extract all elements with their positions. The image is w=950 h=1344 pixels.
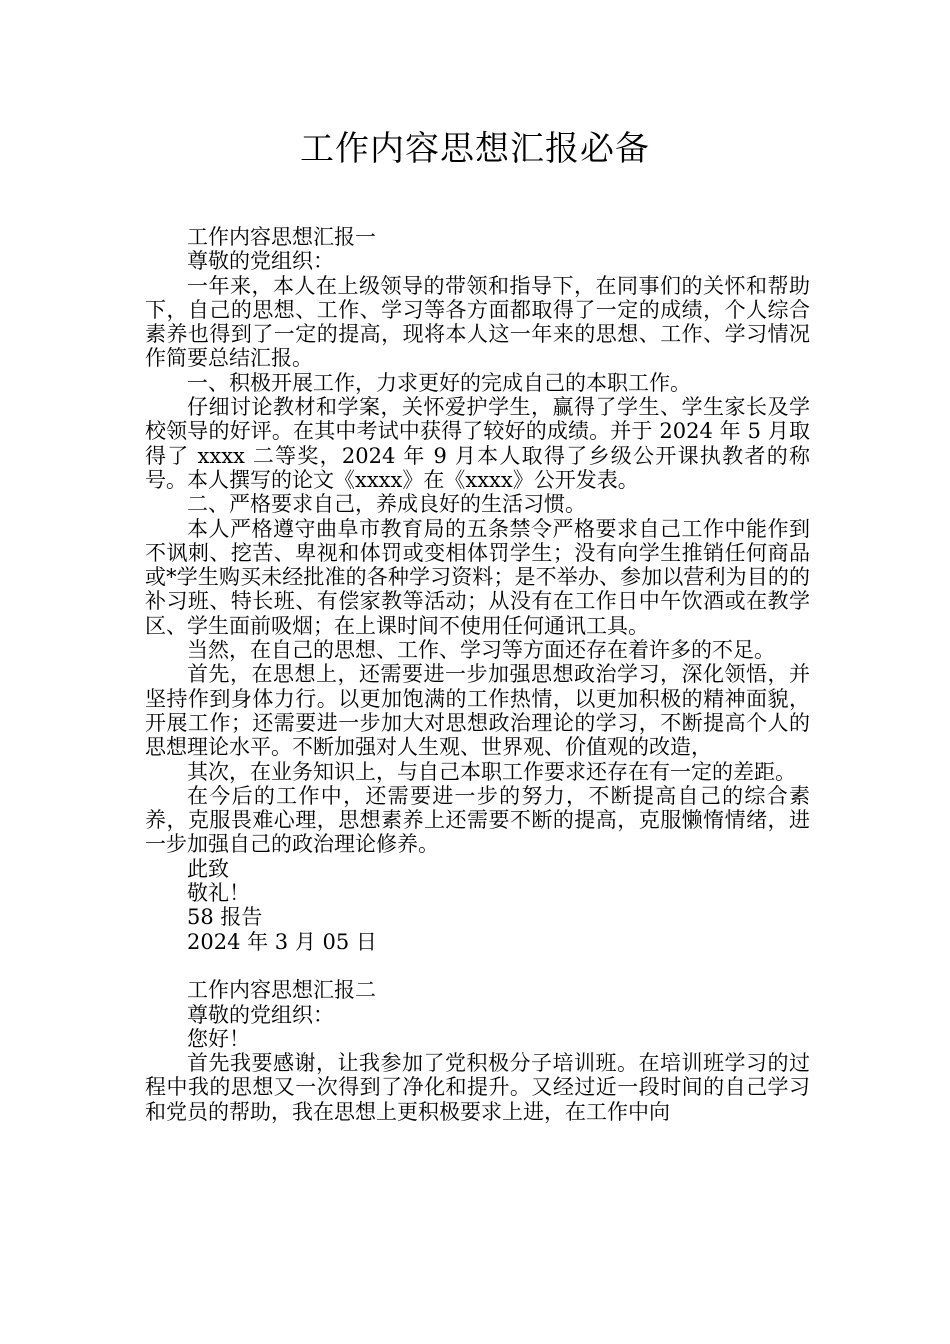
section-heading: 一、积极开展工作，力求更好的完成自己的本职工作。 — [187, 370, 691, 395]
document-body — [145, 225, 810, 1124]
closing-regards: 敬礼！ — [187, 881, 250, 906]
closing: 此致 — [187, 856, 229, 881]
section-heading: 二、严格要求自己，养成良好的生活习惯。 — [187, 492, 586, 517]
report-one-heading: 工作内容思想汇报一 — [187, 225, 376, 249]
report-two-heading: 工作内容思想汇报二 — [187, 978, 376, 1003]
paragraph: 其次，在业务知识上，与自己本职工作要求还存在有一定的差距。 — [187, 759, 796, 784]
paragraph: 本人严格遵守曲阜市教育局的五条禁令严格要求自己工作中能作到不讽刺、挖苦、卑视和体罚或变相体罚学生；没有向学生推销任何商品或*学生购买未经批准的各种学习资料；是不举办、参加以营利为目的的补习班、特长班、有偿家教等活动；从没有在工作日中午饮酒或在教学区、学生面前吸烟；在上课时间不使用任何通讯工具。 — [145, 516, 810, 638]
signature: 58 报告 — [187, 905, 263, 930]
greeting: 您好！ — [187, 1026, 250, 1051]
paragraph: 一年来，本人在上级领导的带领和指导下，在同事们的关怀和帮助下，自己的思想、工作、学习等各方面都取得了一定的成绩，个人综合素养也得到了一定的提高，现将本人这一年来的思想、工作、学习情况作简要总结汇报。 — [145, 273, 810, 371]
paragraph: 当然，在自己的思想、工作、学习等方面还存在着许多的不足。 — [187, 638, 775, 663]
paragraph: 首先，在思想上，还需要进一步加强思想政治学习，深化领悟，并坚持作到身体力行。以更加饱满的工作热情，以更加积极的精神面貌，开展工作；还需要进一步加大对思想政治理论的学习，不断提高个人的思想理论水平。不断加强对人生观、世界观、价值观的改造， — [145, 662, 810, 760]
salutation: 尊敬的党组织： — [187, 249, 334, 274]
date: 2024 年 3 月 05 日 — [187, 929, 377, 954]
paragraph: 仔细讨论教材和学案，关怀爱护学生，赢得了学生、学生家长及学校领导的好评。在其中考试中获得了较好的成绩。并于 2024 年 5 月取得了 xxxx 二等奖，2024 年 9 月本人取得了乡级公开课执教者的称号。本人撰写的论文《xxxx》在《xxxx》公开发表。 — [145, 395, 810, 492]
salutation: 尊敬的党组织： — [187, 1002, 334, 1027]
paragraph: 首先我要感谢，让我参加了党积极分子培训班。在培训班学习的过程中我的思想又一次得到了净化和提升。又经过近一段时间的自己学习和党员的帮助，我在思想上更积极要求上进，在工作中向 — [145, 1051, 810, 1124]
paragraph: 在今后的工作中，还需要进一步的努力，不断提高自己的综合素养，克服畏难心理，思想素养上还需要不断的提高，克服懒惰情绪，进一步加强自己的政治理论修养。 — [145, 783, 810, 857]
document-title: 工作内容思想汇报必备 — [300, 129, 650, 169]
